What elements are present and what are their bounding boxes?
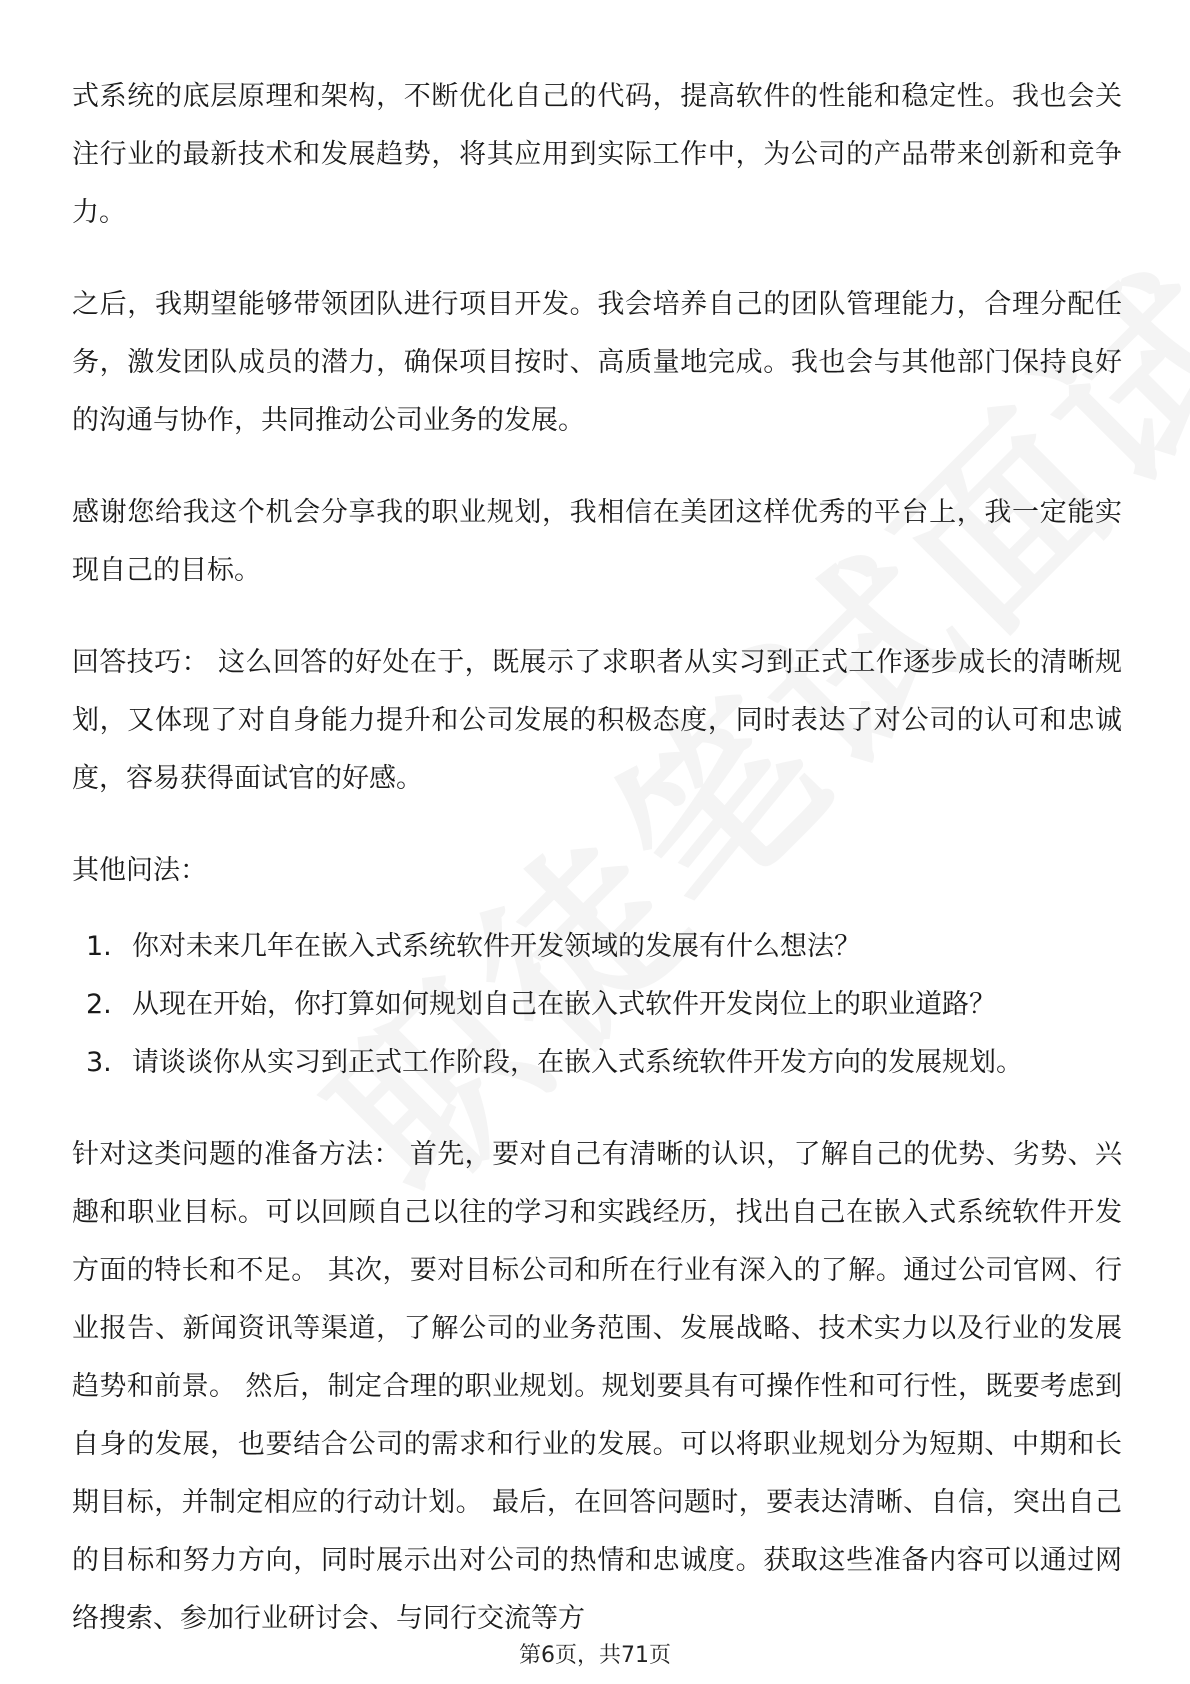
list-item xyxy=(72,1034,1122,1092)
list-item-text: 请谈谈你从实习到正式工作阶段，在嵌入式系统软件开发方向的发展规划。 xyxy=(132,1047,1023,1078)
paragraph-2: 之后，我期望能够带领团队进行项目开发。我会培养自己的团队管理能力，合理分配任务，激发团队成员的潜力，确保项目按时、高质量地完成。我也会与其他部门保持良好的沟通与协作，共同推动公司业务的发展。 xyxy=(72,289,1122,436)
preparation-label: 针对这类问题的准备方法： xyxy=(72,1139,401,1170)
preparation-text: 首先，要对自己有清晰的认识，了解自己的优势、劣势、兴趣和职业目标。可以回顾自己以往的学习和实践经历，找出自己在嵌入式系统软件开发方面的特长和不足。 其次，要对目标公司和所在行业有深入的了解。通过公司官网、行业报告、新闻资讯等渠道，了解公司的业务范围、发展战略、技术实力以及行业的发展趋势和前景。 然后，制定合理的职业规划。规划要具有可操作性和可行性，既要考虑到自身的发展，也要结合公司的需求和行业的发展。可以将职业规划分为短期、中期和长期目标，并制定相应的行动计划。 最后，在回答问题时，要表达清晰、自信，突出自己的目标和努力方向，同时展示出对公司的热情和忠诚度。获取这些准备内容可以通过网络搜索、参加行业研讨会、与同行交流等方 xyxy=(72,1139,1122,1634)
list-item xyxy=(72,976,1122,1034)
preparation-paragraph xyxy=(72,1126,1122,1648)
list-item-text: 你对未来几年在嵌入式系统软件开发领域的发展有什么想法？ xyxy=(132,931,861,962)
other-questions-label: 其他问法： xyxy=(72,855,207,886)
paragraph-3: 感谢您给我这个机会分享我的职业规划，我相信在美团这样优秀的平台上，我一定能实现自己的目标。 xyxy=(72,497,1122,586)
other-questions-list xyxy=(72,918,1122,1092)
list-item-number: 2. xyxy=(86,989,112,1020)
list-item-number: 1. xyxy=(86,931,112,962)
list-item-text: 从现在开始，你打算如何规划自己在嵌入式软件开发岗位上的职业道路？ xyxy=(132,989,996,1020)
list-item xyxy=(72,918,1122,976)
list-item-number: 3. xyxy=(86,1047,112,1078)
document-body xyxy=(72,68,1122,1682)
paragraph-1: 式系统的底层原理和架构，不断优化自己的代码，提高软件的性能和稳定性。我也会关注行业的最新技术和发展趋势，将其应用到实际工作中，为公司的产品带来创新和竞争力。 xyxy=(72,81,1122,228)
tips-label: 回答技巧： xyxy=(72,647,210,678)
page-footer: 第6页，共71页 xyxy=(519,1643,671,1668)
tips-text: 这么回答的好处在于，既展示了求职者从实习到正式工作逐步成长的清晰规划，又体现了对自身能力提升和公司发展的积极态度，同时表达了对公司的认可和忠诚度，容易获得面试官的好感。 xyxy=(72,647,1122,794)
tips-paragraph xyxy=(72,634,1122,808)
